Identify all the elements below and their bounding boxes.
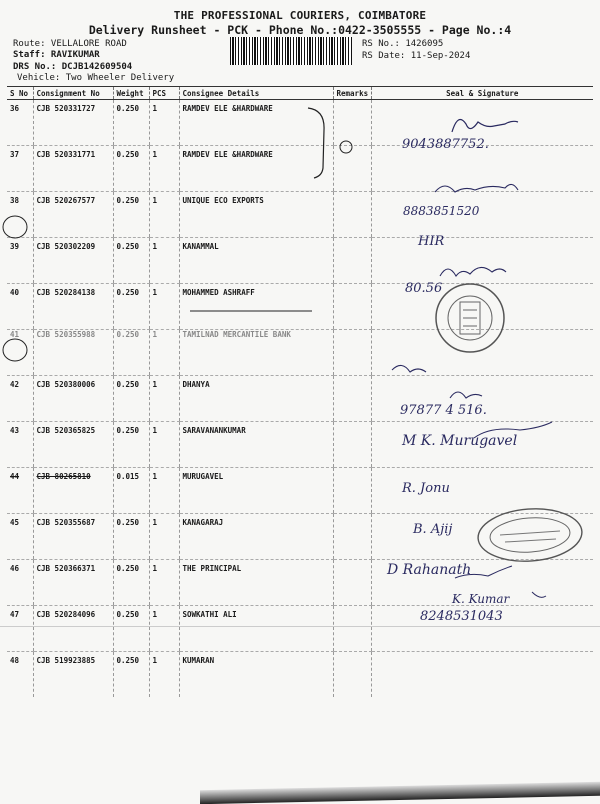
cell-consignee: TAMILNAD MERCANTILE BANK bbox=[179, 330, 333, 376]
handwritten-phone-38: 8883851520 bbox=[403, 204, 480, 218]
handwritten-phone-48: 8248531043 bbox=[420, 609, 503, 624]
cell-consignment: CJB 520355687 bbox=[33, 514, 113, 560]
col-consignment: Consignment No bbox=[33, 87, 113, 100]
cell-weight: 0.015 bbox=[113, 468, 149, 514]
cell-weight: 0.250 bbox=[113, 192, 149, 238]
cell-sno: 48 bbox=[10, 656, 20, 665]
cell-consignment: CJB 520302209 bbox=[33, 238, 113, 284]
cell-sno: 43 bbox=[7, 422, 33, 468]
cell-sno: 39 bbox=[7, 238, 33, 284]
cell-weight: 0.250 bbox=[113, 376, 149, 422]
cell-sno: 47 bbox=[7, 606, 33, 652]
table-bottom-rule bbox=[0, 626, 600, 627]
cell-consignee: SARAVANANKUMAR bbox=[179, 422, 333, 468]
circled-row-42 bbox=[3, 339, 27, 361]
cell-consignee: RAMDEV ELE &HARDWARE bbox=[179, 146, 333, 192]
cell-consignee: KUMARAN bbox=[179, 652, 333, 698]
cell-consignee: MOHAMMED ASHRAFF bbox=[179, 284, 333, 330]
cell-weight: 0.250 bbox=[113, 514, 149, 560]
signature-36 bbox=[452, 120, 518, 133]
bank-stamp bbox=[436, 284, 504, 352]
handwritten-sig-44: M K. Murugavel bbox=[402, 433, 518, 449]
company-title: THE PROFESSIONAL COURIERS, COIMBATORE bbox=[173, 9, 427, 22]
cell-pcs: 1 bbox=[149, 468, 179, 514]
signature-42 bbox=[392, 365, 426, 372]
cell-weight: 0.250 bbox=[113, 330, 149, 376]
col-consignee: Consignee Details bbox=[179, 87, 333, 100]
handwritten-phone-40: 80.56 bbox=[405, 281, 443, 296]
handwritten-sig-46: B. Ajij bbox=[413, 522, 453, 537]
cell-weight: 0.250 bbox=[113, 238, 149, 284]
cell-weight: 0.250 bbox=[113, 422, 149, 468]
cell-sno: 45 bbox=[7, 514, 33, 560]
cell-consignee: MURUGAVEL bbox=[179, 468, 333, 514]
staff-label: Staff: RAVIKUMAR bbox=[13, 50, 100, 60]
cell-consignment: CJB 520366371 bbox=[33, 560, 113, 606]
cell-consignee: KANAGARAJ bbox=[179, 514, 333, 560]
cell-consignment: CJB 519923885 bbox=[33, 652, 113, 698]
cell-pcs: 1 bbox=[149, 238, 179, 284]
circled-row-39 bbox=[3, 216, 27, 238]
remark-circle-mark bbox=[340, 141, 352, 153]
cell-pcs: 1 bbox=[149, 330, 179, 376]
cell-sno: 46 bbox=[7, 560, 33, 606]
cell-pcs: 1 bbox=[149, 514, 179, 560]
cell-consignee: KANAMMAL bbox=[179, 238, 333, 284]
cell-consignee: THE PRINCIPAL bbox=[179, 560, 333, 606]
handwritten-sig-45: R. Jonu bbox=[402, 481, 450, 496]
cell-pcs: 1 bbox=[149, 146, 179, 192]
cell-pcs: 1 bbox=[149, 100, 179, 146]
cell-pcs: 1 bbox=[149, 192, 179, 238]
signature-43 bbox=[450, 392, 482, 398]
rs-number: RS No.: 1426095 bbox=[362, 39, 444, 49]
cell-consignment: CJB 520267577 bbox=[33, 192, 113, 238]
cell-pcs: 1 bbox=[149, 606, 179, 652]
cell-consignment: CJB 520365825 bbox=[33, 422, 113, 468]
col-pcs: PCS bbox=[149, 87, 179, 100]
bracket-mark bbox=[308, 108, 324, 178]
signature-40 bbox=[440, 267, 506, 276]
cell-pcs: 1 bbox=[149, 284, 179, 330]
cell-consignee: RAMDEV ELE &HARDWARE bbox=[179, 100, 333, 146]
cell-pcs: 1 bbox=[149, 422, 179, 468]
runsheet-title: Delivery Runsheet - PCK - Phone No.:0422-3505555 - Page No.:4 bbox=[88, 23, 512, 37]
cell-sno: 40 bbox=[7, 284, 33, 330]
cell-sno: 42 bbox=[7, 376, 33, 422]
cell-sno: 36 bbox=[7, 100, 33, 146]
handwritten-initials-39: HIR bbox=[418, 234, 445, 249]
cell-pcs: 1 bbox=[149, 652, 179, 698]
cell-consignment: CJB 520331771 bbox=[33, 146, 113, 192]
cell-weight: 0.250 bbox=[113, 284, 149, 330]
cell-weight: 0.250 bbox=[113, 146, 149, 192]
route-label: Route: VELLALORE ROAD bbox=[13, 39, 127, 49]
rs-date: RS Date: 11-Sep-2024 bbox=[362, 51, 471, 61]
col-weight: Weight bbox=[113, 87, 149, 100]
vehicle-label: Vehicle: Two Wheeler Delivery bbox=[17, 73, 175, 83]
convent-stamp bbox=[476, 505, 583, 564]
cell-consignment: CJB 520380006 bbox=[33, 376, 113, 422]
drs-number: DRS No.: DCJB142609504 bbox=[13, 62, 133, 72]
cell-sno: 41 bbox=[7, 330, 33, 376]
handwritten-phone-43: 97877 4 516. bbox=[400, 403, 487, 418]
cell-weight: 0.250 bbox=[113, 100, 149, 146]
cell-sno: 38 bbox=[7, 192, 33, 238]
cell-sno: 37 bbox=[7, 146, 33, 192]
cell-consignment: CJB 520284138 bbox=[33, 284, 113, 330]
col-sno: S No bbox=[7, 87, 33, 100]
cell-consignment: CJB 520284096 bbox=[33, 606, 113, 652]
cell-consignee: DHANYA bbox=[179, 376, 333, 422]
cell-consignment: CJB 520331727 bbox=[33, 100, 113, 146]
handwritten-sig-48: K. Kumar bbox=[452, 592, 510, 606]
col-signature: Seal & Signature bbox=[371, 87, 593, 100]
cell-consignee: UNIQUE ECO EXPORTS bbox=[179, 192, 333, 238]
cell-consignment: CJB 80265810 bbox=[33, 468, 113, 514]
cell-sno: 44 bbox=[7, 468, 33, 514]
cell-pcs: 1 bbox=[149, 560, 179, 606]
cell-consignee: SOWKATHI ALI bbox=[179, 606, 333, 652]
handwritten-phone-37: 9043887752. bbox=[402, 137, 489, 152]
handwritten-sig-47: D Rahanath bbox=[387, 562, 472, 578]
cell-weight: 0.250 bbox=[113, 652, 149, 698]
cell-consignment: CJB 520355988 bbox=[33, 330, 113, 376]
cell-weight: 0.250 bbox=[113, 560, 149, 606]
cell-pcs: 1 bbox=[149, 376, 179, 422]
col-remarks: Remarks bbox=[333, 87, 371, 100]
cell-weight: 0.250 bbox=[113, 606, 149, 652]
signature-38 bbox=[435, 184, 518, 192]
scribble-48 bbox=[532, 592, 546, 597]
